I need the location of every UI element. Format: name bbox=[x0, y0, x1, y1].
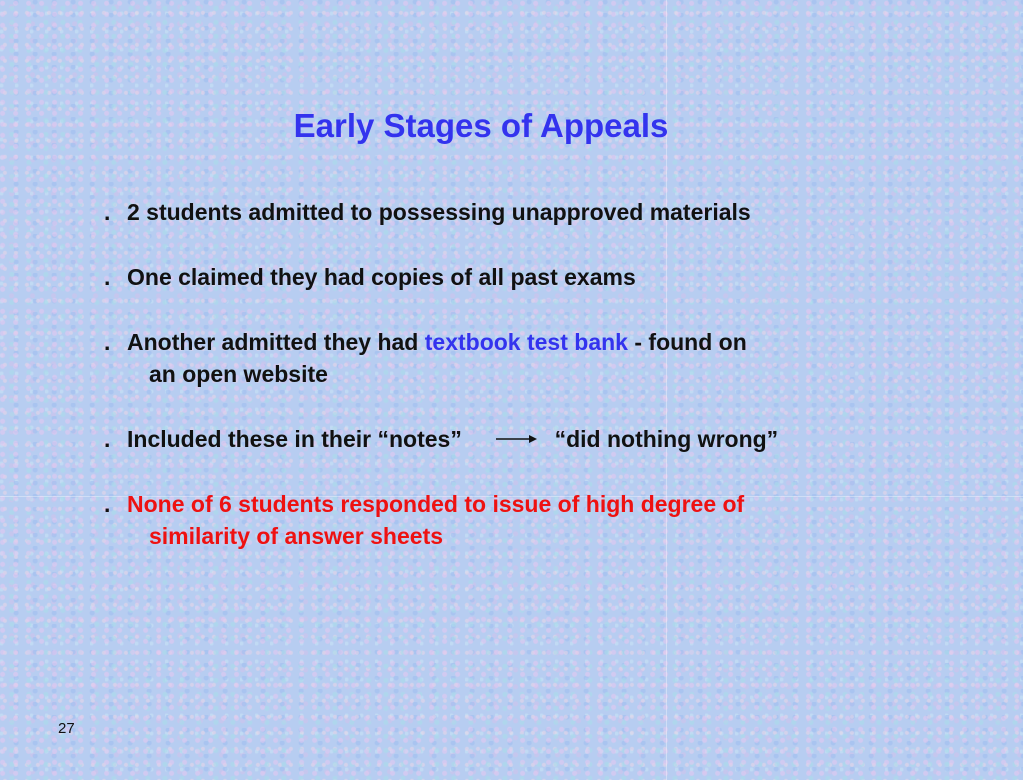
bullet-item bbox=[104, 196, 924, 228]
highlight-text: textbook test bank bbox=[424, 329, 628, 355]
right-arrow-icon bbox=[496, 433, 538, 445]
bullet-item bbox=[104, 261, 924, 293]
bullet-text: Another admitted they had bbox=[127, 329, 419, 355]
bullet-text: One claimed they had copies of all past exams bbox=[127, 264, 636, 290]
bullet-text: None of 6 students responded to issue of high degree of bbox=[127, 491, 745, 517]
bullet-text-tail: “did nothing wrong” bbox=[554, 426, 779, 452]
bullet-marker: . bbox=[104, 426, 111, 452]
bullet-continuation: an open website bbox=[149, 361, 328, 387]
bullet-item bbox=[104, 488, 924, 552]
page-number: 27 bbox=[58, 720, 75, 737]
bullet-marker: . bbox=[104, 199, 111, 225]
bullet-list bbox=[104, 196, 924, 552]
bullet-text-tail: - found on bbox=[634, 329, 747, 355]
bullet-text: Included these in their “notes” bbox=[127, 426, 462, 452]
bullet-marker: . bbox=[104, 491, 111, 517]
bullet-text: 2 students admitted to possessing unapproved materials bbox=[127, 199, 751, 225]
bullet-marker: . bbox=[104, 329, 111, 355]
bullet-item bbox=[104, 423, 924, 455]
slide-title: Early Stages of Appeals bbox=[293, 107, 669, 144]
bullet-marker: . bbox=[104, 264, 111, 290]
bullet-item bbox=[104, 326, 924, 390]
bullet-continuation: similarity of answer sheets bbox=[149, 523, 444, 549]
